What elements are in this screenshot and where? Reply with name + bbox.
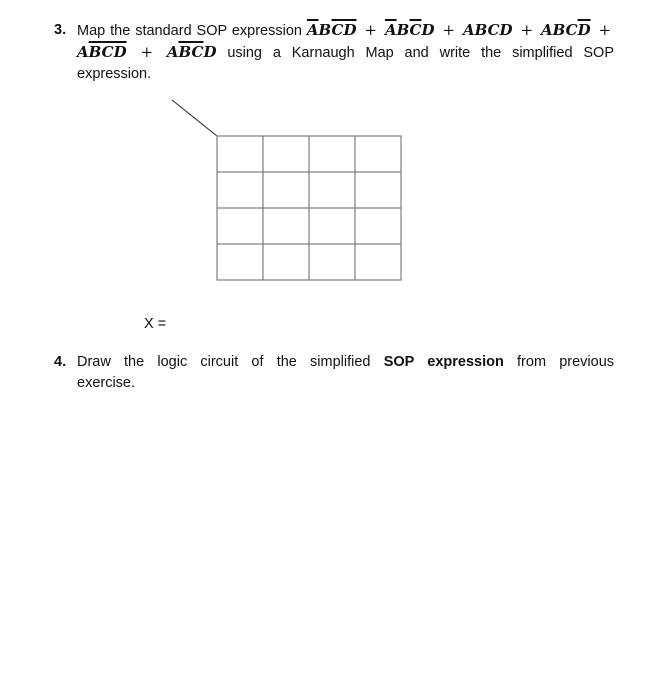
question-4-body	[77, 352, 614, 394]
term-6	[167, 43, 217, 61]
plus-4: +	[598, 21, 612, 39]
term-4-b: B	[552, 21, 566, 39]
term-2-c: $\overline{C}$	[409, 21, 422, 39]
term-3	[463, 21, 513, 39]
kmap-cell	[217, 172, 263, 208]
question-3-line-1	[77, 20, 614, 42]
question-3-body	[77, 20, 614, 85]
term-1-d: $\overline{D}$	[343, 21, 357, 39]
kmap-cell	[309, 172, 355, 208]
term-4	[541, 21, 591, 39]
term-2-b: B	[396, 21, 410, 39]
question-4-after: from previous	[517, 354, 615, 370]
term-2-a: $\overline{A}$	[384, 21, 397, 39]
term-5-d: $\overline{D}$	[113, 43, 127, 61]
kmap-cell	[263, 172, 309, 208]
question-4-number: 4.	[54, 354, 67, 370]
term-6-d: D	[203, 43, 217, 61]
question-4-bold: SOP expression	[383, 354, 504, 370]
question-4-line-1	[77, 352, 614, 373]
question-3-line-2	[77, 42, 614, 64]
question-3-after: using a Karnaugh Map and write the simplified SOP	[227, 45, 614, 61]
question-4-line-2	[77, 373, 614, 394]
kmap-cell	[355, 208, 401, 244]
plus-2: +	[442, 21, 456, 39]
kmap-cell	[355, 136, 401, 172]
term-1-b: B	[318, 21, 332, 39]
term-4-c: C	[565, 21, 578, 39]
term-1-c: $\overline{C}$	[331, 21, 344, 39]
term-5-a: A	[77, 43, 89, 61]
plus-1: +	[364, 21, 377, 39]
plus-5: +	[140, 43, 154, 61]
question-3-line-3	[77, 64, 614, 85]
term-6-a: A	[166, 43, 179, 61]
answer-label: X =	[144, 316, 167, 332]
kmap-cell	[355, 172, 401, 208]
term-1-a: $\overline{A}$	[306, 21, 319, 39]
term-5-c: $\overline{C}$	[101, 43, 114, 61]
kmap-cell	[217, 136, 263, 172]
kmap-cell	[309, 136, 355, 172]
plus-3: +	[520, 21, 534, 39]
kmap-grid	[217, 136, 401, 280]
term-5	[77, 43, 127, 61]
term-3-c: C	[487, 21, 500, 39]
term-6-b: $\overline{B}$	[178, 43, 192, 61]
term-5-b: $\overline{B}$	[88, 43, 102, 61]
kmap-cell	[263, 244, 309, 280]
term-6-c: $\overline{C}$	[191, 43, 204, 61]
kmap-corner-diagonal	[172, 100, 217, 136]
term-4-d: $\overline{D}$	[577, 21, 591, 39]
kmap-cell	[217, 244, 263, 280]
kmap-cell	[309, 244, 355, 280]
question-4-before: Draw the logic circuit of the simplified	[77, 354, 371, 370]
question-3	[54, 20, 616, 86]
term-4-a: A	[541, 21, 553, 39]
term-2-d: D	[421, 21, 435, 39]
term-3-a: A	[462, 21, 475, 39]
kmap-cell	[309, 208, 355, 244]
question-4-end: exercise.	[77, 375, 136, 391]
kmap-cell	[217, 208, 263, 244]
question-3-end: expression.	[77, 66, 152, 82]
kmap-cell	[263, 208, 309, 244]
term-2	[385, 21, 435, 39]
term-3-d: D	[499, 21, 513, 39]
term-1	[307, 21, 357, 39]
question-3-intro: Map the standard SOP expression	[77, 23, 302, 39]
question-4	[54, 352, 616, 396]
kmap-cell	[355, 244, 401, 280]
question-3-number: 3.	[54, 22, 67, 38]
term-3-b: B	[474, 21, 488, 39]
kmap-cell	[263, 136, 309, 172]
karnaugh-map	[168, 96, 408, 286]
